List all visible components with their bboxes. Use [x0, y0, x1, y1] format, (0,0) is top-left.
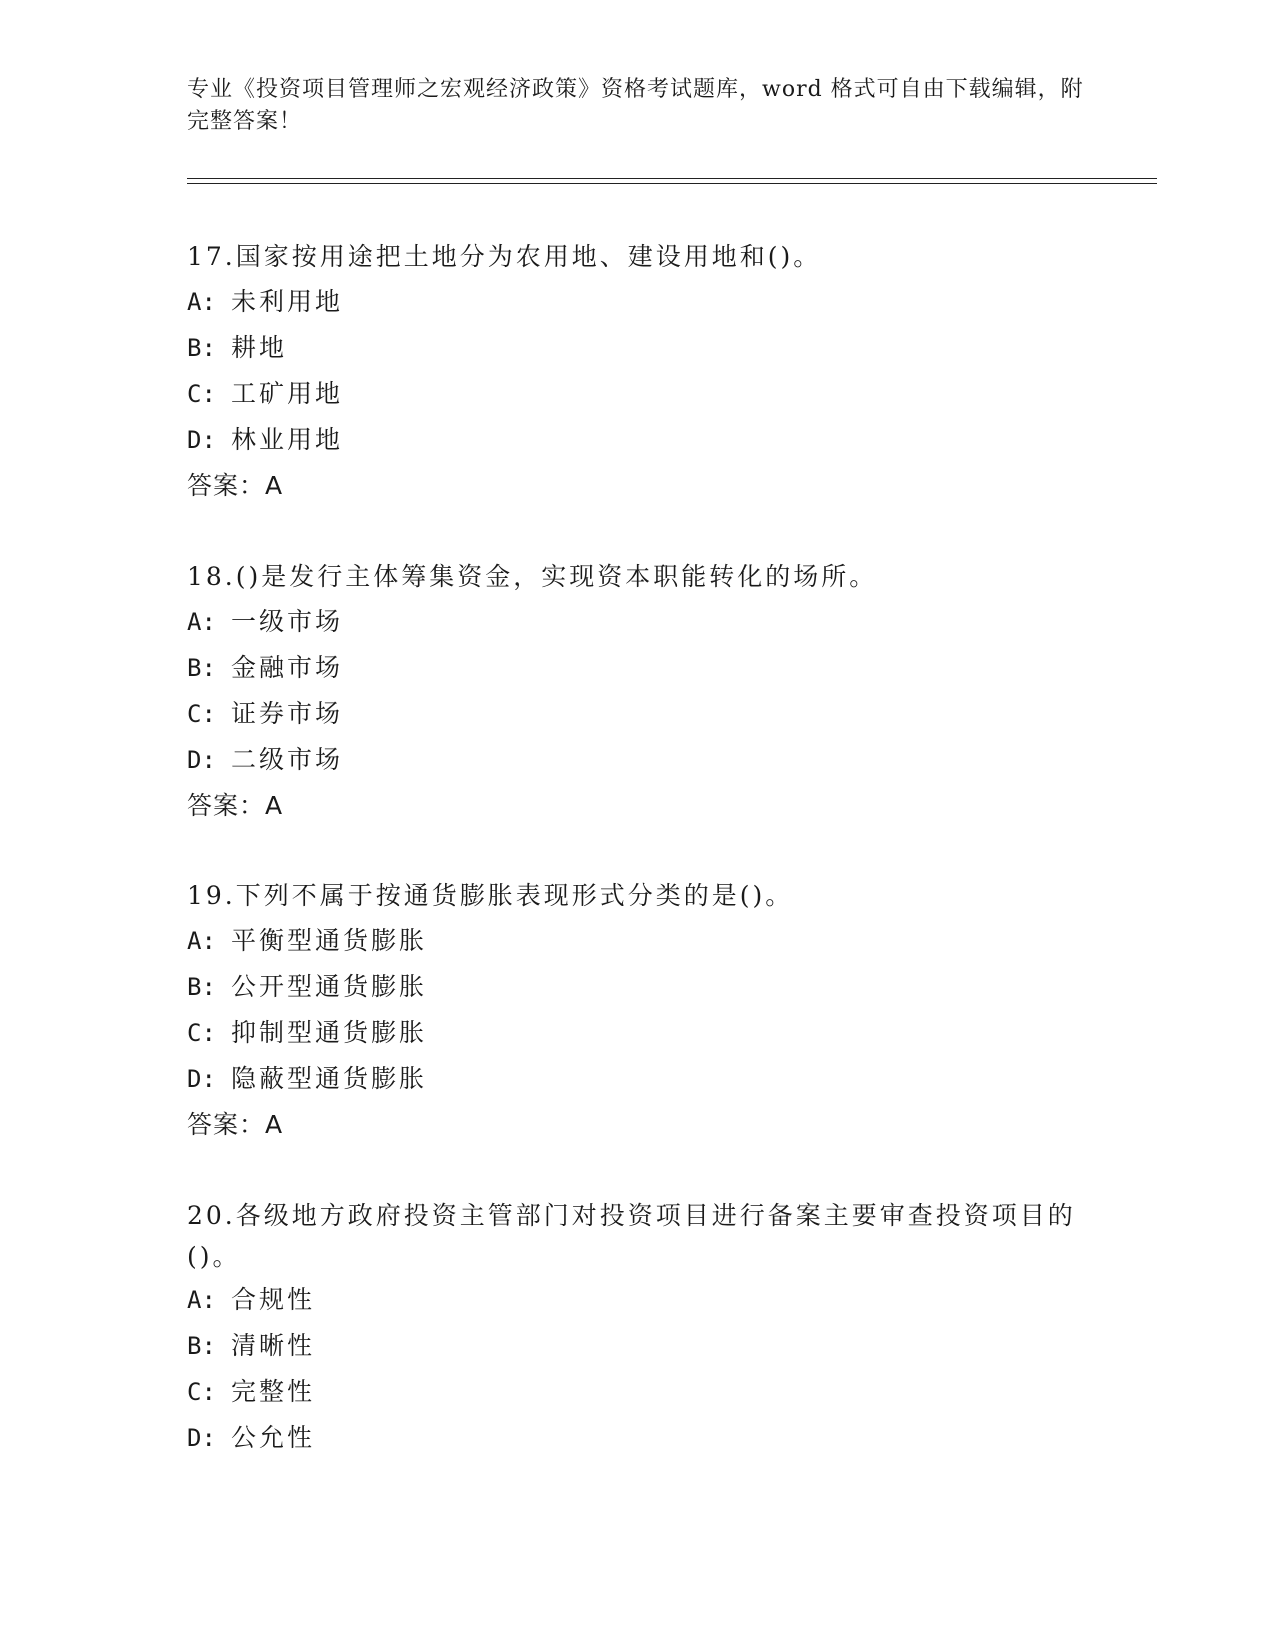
- option-text: 工矿用地: [231, 379, 344, 408]
- question-19: [187, 875, 1087, 1148]
- question-18: [187, 556, 1087, 829]
- option-text: 公允性: [231, 1423, 316, 1452]
- option-d: [187, 737, 1087, 783]
- answer-line: 答案：A: [187, 1110, 284, 1139]
- option-a: [187, 1277, 1087, 1323]
- header-rule-bottom: [187, 183, 1157, 184]
- question-20: [187, 1195, 1087, 1461]
- option-a: [187, 279, 1087, 325]
- option-text: 金融市场: [231, 653, 344, 682]
- header-rule-top: [187, 178, 1157, 179]
- question-stem: 18.()是发行主体筹集资金，实现资本职能转化的场所。: [187, 562, 878, 591]
- option-text: 合规性: [231, 1285, 316, 1314]
- option-c: [187, 371, 1087, 417]
- option-letter: A:: [187, 1286, 216, 1314]
- question-stem: 19.下列不属于按通货膨胀表现形式分类的是()。: [187, 881, 794, 910]
- option-text: 二级市场: [231, 745, 344, 774]
- option-text: 完整性: [231, 1377, 316, 1406]
- option-b: [187, 645, 1087, 691]
- option-c: [187, 1369, 1087, 1415]
- option-d: [187, 1415, 1087, 1461]
- question-stem: 17.国家按用途把土地分为农用地、建设用地和()。: [187, 242, 822, 271]
- option-letter: B:: [187, 654, 216, 682]
- option-letter: C:: [187, 1378, 216, 1406]
- option-c: [187, 1010, 1087, 1056]
- option-text: 一级市场: [231, 607, 344, 636]
- option-letter: A:: [187, 927, 216, 955]
- document-header: 专业《投资项目管理师之宏观经济政策》资格考试题库，word 格式可自由下载编辑，附完整答案！: [187, 77, 1084, 134]
- question-17: [187, 236, 1087, 509]
- option-text: 耕地: [231, 333, 288, 362]
- answer-line: 答案：A: [187, 791, 284, 820]
- option-letter: A:: [187, 608, 216, 636]
- option-text: 公开型通货膨胀: [231, 972, 428, 1001]
- option-letter: B:: [187, 1332, 216, 1360]
- option-letter: D:: [187, 746, 216, 774]
- option-letter: C:: [187, 1019, 216, 1047]
- option-b: [187, 325, 1087, 371]
- option-text: 隐蔽型通货膨胀: [231, 1064, 428, 1093]
- option-text: 平衡型通货膨胀: [231, 926, 428, 955]
- option-letter: D:: [187, 1065, 216, 1093]
- option-letter: B:: [187, 334, 216, 362]
- option-c: [187, 691, 1087, 737]
- option-text: 清晰性: [231, 1331, 316, 1360]
- answer-line: 答案：A: [187, 471, 284, 500]
- option-letter: B:: [187, 973, 216, 1001]
- option-text: 林业用地: [231, 425, 344, 454]
- option-d: [187, 1056, 1087, 1102]
- option-b: [187, 1323, 1087, 1369]
- option-a: [187, 918, 1087, 964]
- option-d: [187, 417, 1087, 463]
- option-text: 抑制型通货膨胀: [231, 1018, 428, 1047]
- option-a: [187, 599, 1087, 645]
- option-letter: C:: [187, 380, 216, 408]
- option-letter: C:: [187, 700, 216, 728]
- option-letter: A:: [187, 288, 216, 316]
- option-letter: D:: [187, 426, 216, 454]
- question-stem: 20.各级地方政府投资主管部门对投资项目进行备案主要审查投资项目的()。: [187, 1201, 1076, 1271]
- option-text: 证券市场: [231, 699, 344, 728]
- option-text: 未利用地: [231, 287, 344, 316]
- option-letter: D:: [187, 1424, 216, 1452]
- option-b: [187, 964, 1087, 1010]
